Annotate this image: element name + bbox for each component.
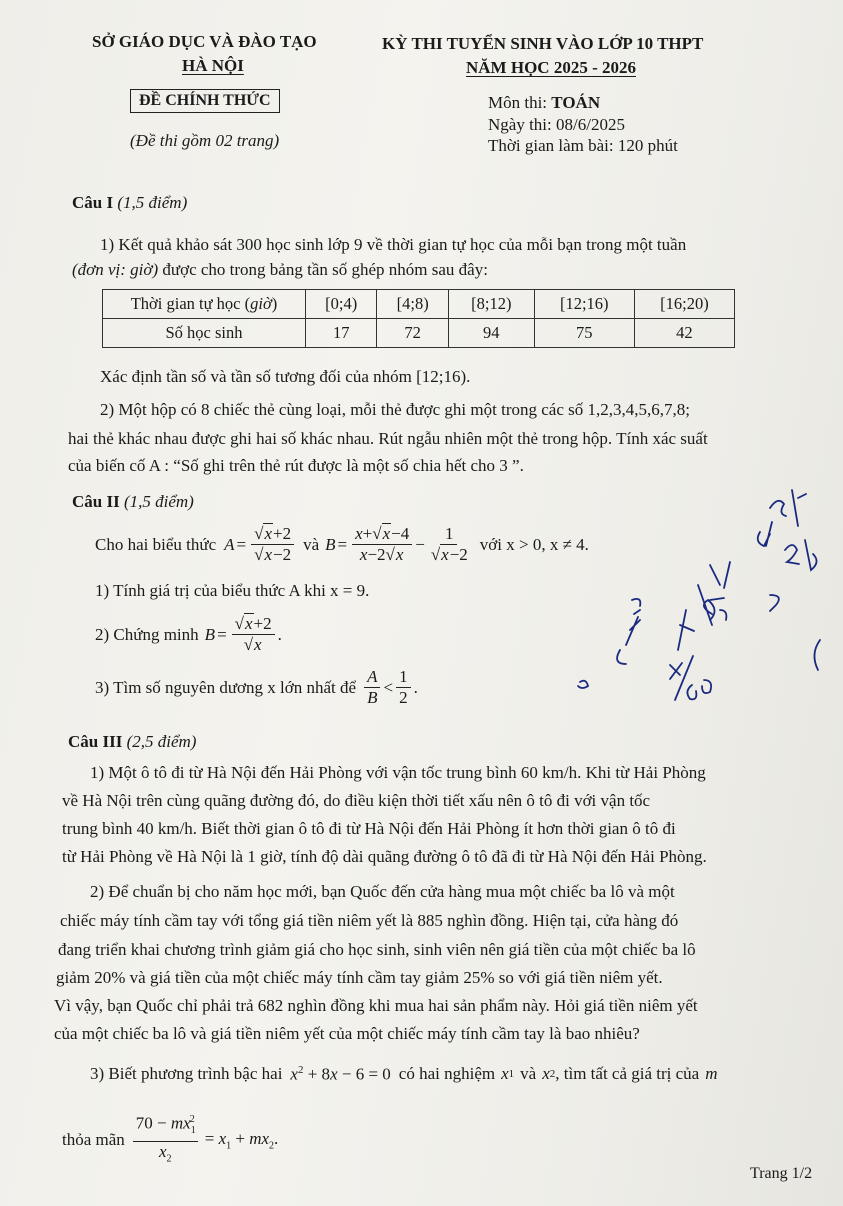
q2-heading (72, 491, 194, 513)
q2-condition: với x > 0, x ≠ 4. (479, 534, 589, 554)
q3-p3-text-a: 3) Biết phương trình bậc hai (90, 1064, 283, 1084)
school-year: NĂM HỌC 2025 - 2026 (466, 58, 636, 77)
handwritten-notes-icon (560, 470, 843, 750)
q1-p1-line1: 1) Kết quả khảo sát 300 học sinh lớp 9 về thời gian tự học của mỗi bạn trong một tuần (100, 235, 687, 254)
q2-expressions: Cho hai biểu thức A = $\frac{√x+2}{√x-2}$ và B = $\frac{x+√x-4}{x-2√x}$ − $\frac{1}{√x-2}$ với x > 0, x ≠ 4. (95, 524, 589, 564)
exam-date: Ngày thi: 08/6/2025 (488, 115, 625, 134)
q3-p3-text-e: thỏa mãn (62, 1129, 125, 1149)
group-cell: [4;8) (377, 290, 448, 319)
q3-p1-line3: trung bình 40 km/h. Biết thời gian ô tô đi từ Hà Nội đến Hải Phòng ít hơn thời gian ô tô đi (62, 819, 676, 838)
count-cell: 72 (377, 319, 448, 348)
q1-p2-line1: 2) Một hộp có 8 chiếc thẻ cùng loại, mỗi thẻ được ghi một trong các số 1,2,3,4,5,6,7,8; (100, 400, 690, 419)
q3-p2-line4: giảm 20% và giá tiền của một chiếc máy tính cầm tay giảm 25% so với giá tiền niêm yết. (56, 968, 663, 987)
exam-duration: Thời gian làm bài: 120 phút (488, 136, 678, 155)
group-cell: [16;20) (634, 290, 734, 319)
subject-label: Môn thi: (488, 93, 548, 112)
q2-points: (1,5 điểm) (123, 492, 194, 511)
q3-p2-line6: của một chiếc ba lô và giá tiền niêm yết của một chiếc máy tính cầm tay là bao nhiêu? (54, 1024, 640, 1043)
dept-line1: SỞ GIÁO DỤC VÀ ĐÀO TẠO (92, 32, 317, 51)
q2-item2: 2) Chứng minh B = $\frac{√x+2}{√x}$ . (95, 614, 282, 654)
subject-line (488, 93, 600, 113)
q2-item1: 1) Tính giá trị của biểu thức A khi x = 9. (95, 581, 370, 600)
count-cell: 94 (448, 319, 534, 348)
table-row (103, 290, 735, 319)
q3-title: Câu III (68, 732, 123, 751)
group-cell: [0;4) (306, 290, 377, 319)
q1-p1-line2 (72, 259, 488, 281)
count-cell: 42 (634, 319, 734, 348)
q3-points: (2,5 điểm) (126, 732, 197, 751)
frequency-table (102, 289, 735, 348)
dept-line2: HÀ NỘI (182, 56, 244, 75)
q1-unit: (đơn vị: giờ) (72, 260, 159, 279)
row-label-students: Số học sinh (103, 319, 306, 348)
subject-value: TOÁN (551, 93, 601, 112)
fraction-m: $\frac{70 - mx_1^2}{x_2}$ (133, 1110, 198, 1169)
q1-p2-line3: của biến cố A : “Số ghi trên thẻ rút được là một số chia hết cho 3 ”. (68, 456, 524, 475)
fraction-A: $\frac{√x+2}{√x-2}$ (251, 524, 294, 565)
page-number: Trang 1/2 (750, 1165, 813, 1182)
q1-points: (1,5 điểm) (117, 193, 188, 212)
q1-p2-line2: hai thẻ khác nhau được ghi hai số khác nhau. Rút ngẫu nhiên một thẻ trong hộp. Tính xác suất (68, 429, 708, 448)
group-cell: [12;16) (534, 290, 634, 319)
fraction-half: $\frac{1}{2}$ (396, 667, 411, 708)
q2-item3: 3) Tìm số nguyên dương x lớn nhất để $\frac{A}{B}$ < $\frac{1}{2}$ . (95, 667, 418, 707)
q2-item3-text: 3) Tìm số nguyên dương x lớn nhất để (95, 677, 357, 697)
fraction-B2: $\frac{1}{√x-2}$ (430, 524, 468, 564)
q2-title: Câu II (72, 492, 120, 511)
table-row (103, 319, 735, 348)
q1-heading (72, 192, 187, 214)
q3-p2-line2: chiếc máy tính cầm tay với tổng giá tiền niêm yết là 885 nghìn đồng. Hiện tại, cửa hàng đó (60, 911, 679, 930)
q3-p1-line4: từ Hải Phòng về Hà Nội là 1 giờ, tính độ dài quãng đường ô tô đã đi từ Hà Nội đến Hải Phòng. (62, 847, 707, 866)
fraction-AB: $\frac{A}{B}$ (364, 667, 380, 708)
q1-after-table: Xác định tần số và tần số tương đối của nhóm [12;16). (100, 367, 471, 386)
q2-item2-text: 2) Chứng minh (95, 624, 199, 644)
q3-p1-line1: 1) Một ô tô đi từ Hà Nội đến Hải Phòng với vận tốc trung bình 60 km/h. Khi từ Hải Phòng (90, 763, 706, 782)
q3-p2-line3: đang triển khai chương trình giảm giá cho học sinh, sinh viên nên giá tiền của một chiếc ba lô (58, 940, 696, 959)
count-cell: 75 (534, 319, 634, 348)
pages-note: (Đề thi gồm 02 trang) (130, 131, 280, 150)
row-label-time: Thời gian tự học (giờ) (103, 290, 306, 319)
count-cell: 17 (306, 319, 377, 348)
q3-p1-line2: về Hà Nội trên cùng quãng đường đó, do điều kiện thời tiết xấu nên ô tô đi với vận tốc (62, 791, 651, 810)
official-label: ĐỀ CHÍNH THỨC (130, 89, 280, 113)
q3-heading (68, 731, 196, 753)
q3-p3-text-b: có hai nghiệm (398, 1064, 496, 1084)
q3-p3-line1: 3) Biết phương trình bậc hai $x^2 + 8x - 6 = 0$ có hai nghiệm x 1 và x 2 , tìm tất cả giá trị của m (90, 1064, 718, 1084)
group-cell: [8;12) (448, 290, 534, 319)
fraction-B1: $\frac{x+√x-4}{x-2√x}$ (352, 524, 412, 565)
q3-p2-line5: Vì vậy, bạn Quốc chỉ phải trả 682 nghìn đồng khi mua hai sản phẩm này. Hỏi giá tiền niêm yết (54, 996, 698, 1015)
q2-and: và (303, 534, 320, 554)
q1-title: Câu I (72, 193, 114, 212)
q3-p3-line2: thỏa mãn $\frac{70 - mx_1^2}{x_2}$ = $x_1 + mx_2$. (62, 1110, 278, 1169)
q3-p2-line1: 2) Để chuẩn bị cho năm học mới, bạn Quốc đến cửa hàng mua một chiếc ba lô và một (90, 882, 675, 901)
q2-intro: Cho hai biểu thức (95, 534, 217, 554)
exam-title: KỲ THI TUYỂN SINH VÀO LỚP 10 THPT (382, 34, 704, 53)
fraction-proof: $\frac{√x+2}{√x}$ (232, 614, 275, 655)
q3-p3-text-d: , tìm tất cả giá trị của (555, 1064, 700, 1084)
q3-p3-text-c: và (520, 1064, 537, 1084)
q1-p1-rest: được cho trong bảng tần số ghép nhóm sau đây: (162, 260, 488, 279)
